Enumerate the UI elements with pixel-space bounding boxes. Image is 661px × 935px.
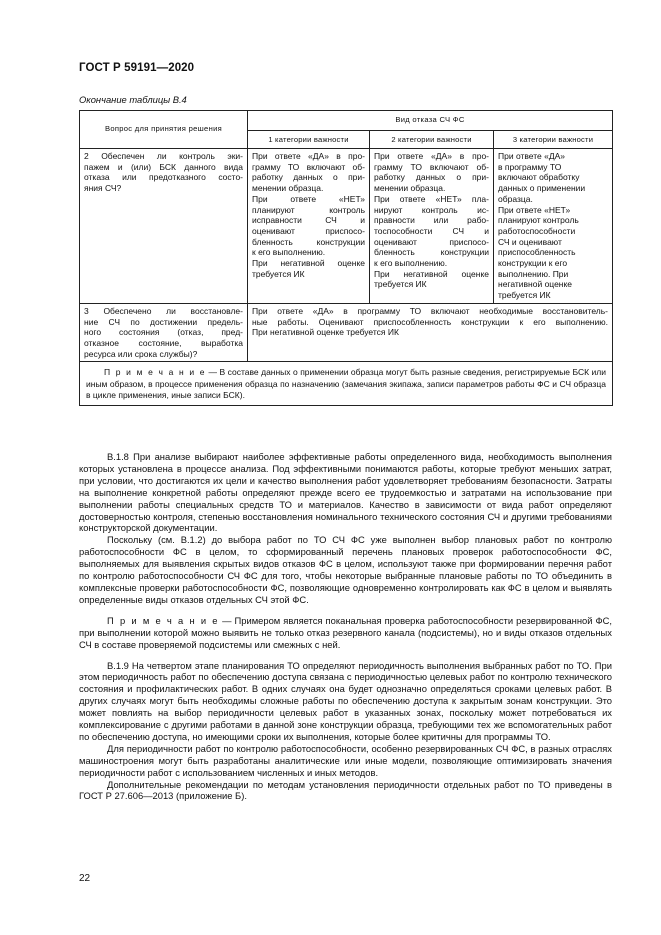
row3-question: 3 Обеспечено ли восстановле- ние СЧ по достижении предель- ного состояния (отказ, пред- отказное состояние, выработка ресурса или срока службы)?	[80, 303, 248, 362]
paragraph-b19-recommendations: Дополнительные рекомендации по методам установления периодичности отдельных работ по ТО приведены в ГОСТ Р 27.606—2013 (приложение Б).	[79, 778, 612, 802]
paragraph-b18-cont: Поскольку (см. В.1.2) до выбора работ по ТО СЧ ФС уже выполнен выбор плановых работ по контролю работоспособности ФС в целом, то сформированный перечень плановых проверок работоспособности ФС, выполняемых для выявления скрытых видов отказов ФС в целом, используют также при формировании перечня работ по контролю работоспособности СЧ ФС для того, чтобы некоторые выбранные плановые работы по ТО объединить в комплексные проверки работоспособности ФС, позволяющие одновременно контролировать как ФС в целом и выявлять определенные виды отказов отдельных СЧ этой ФС.	[79, 534, 612, 605]
header-category-1: 1 категории важности	[248, 130, 370, 148]
table-row	[80, 303, 613, 362]
body-note-label: П р и м е ч а н и е	[107, 614, 220, 626]
table-header-row	[80, 111, 613, 131]
header-failure-type: Вид отказа СЧ ФС	[248, 111, 613, 131]
row2-category-2: При ответе «ДА» в про- грамму ТО включают об- работку данных о при- менении образца. При ответе «НЕТ» пла- нируют контроль ис- правности или рабо- тоспособности СЧ и оценивают приспосо- бленность конструкции к его выполнению. При негативной оценке требуется ИК	[370, 149, 494, 304]
row2-question: 2 Обеспечен ли контроль эки- пажем и (или) БСК данного вида отказа или предотказного состо- яния СЧ?	[80, 149, 248, 304]
paragraph-b19: В.1.9 На четвертом этапе планирования ТО определяют периодичность выполнения выбранных работ по ТО. При этом периодичность работ по обеспечению доступа связана с периодичностью целевых работ по контролю технического состояния и профилактических работ. В одних случаях она будет однозначно определяться сроками целевых работ. В других случаях могут быть необходимы сложные работы по обеспечению доступа к закрытым зонам конструкции. Это может повлиять на выбор периодичности целевых работ в указанных зонах, поскольку может потребоваться их комплексирование с другими работами в данной зоне конструкции образца, требующими тех же вспомогательных работ по обеспечению доступа, но имеющими сроки их выполнения, которые более критичны для программы ТО.	[79, 659, 612, 742]
table-caption: Окончание таблицы В.4	[79, 94, 187, 105]
row2-category-3: При ответе «ДА» в программу ТО включают обработку данных о применении образца. При ответе «НЕТ» планируют контроль работоспособности СЧ и оценивают приспособленность конструкции к его выполнению. При негативной оценке требуется ИК	[494, 149, 613, 304]
paragraph-b18: В.1.8 При анализе выбирают наиболее эффективные работы определенного вида, необходимость выполнения которых установлена в процессе анализа. Под эффективными понимаются работы, которые требуют меньших затрат, при условии, что достигаются их цели и качество выполнения работ удовлетворяет требованиям безопасности. Затраты на выполнение конкретной работы определяют прежде всего ее трудоемкостью и затратами на использование при выполнении работы специальных средств ТО и материалов. Качество в зависимости от вида работ определяют достоверностью контроля, степенью восстановления номинального технического состояния СЧ и другими требованиями конструкторской документации.	[79, 451, 612, 534]
document-header: ГОСТ Р 59191—2020	[79, 62, 195, 74]
table-note-row	[80, 362, 613, 406]
body-text	[79, 451, 612, 802]
row3-answer: При ответе «ДА» в программу ТО включают необходимые восстановитель- ные работы. Оценивают приспособленность конструкции к его выполнению. При негативной оценке требуется ИК	[248, 303, 613, 362]
note-label: П р и м е ч а н и е	[104, 367, 207, 378]
table-row	[80, 149, 613, 304]
note-text: — В составе данных о применении образца могут быть разные сведения, регистрируемые БСК или иным образом, в процессе применения образца по назначению (замечания экипажа, записи параметров работы ФС и СЧ образца в цикле применения, иные записи БСК).	[86, 367, 606, 400]
paragraph-b19-periodicity: Для периодичности работ по контролю работоспособности, особенно резервированных СЧ ФС, в разных отраслях машиностроения могут быть разработаны аналитические или иные модели, позволяющие оптимизировать значения периодичности работ с использованием численных и иных методов.	[79, 742, 612, 778]
header-category-2: 2 категории важности	[370, 130, 494, 148]
row2-category-1: При ответе «ДА» в про- грамму ТО включают об- работку данных о при- менении образца. При ответе «НЕТ» планируют контроль исправности СЧ и оценивают приспосо- бленность конструкции к его выполнению. При негативной оценке требуется ИК	[248, 149, 370, 304]
body-note	[79, 615, 612, 651]
header-category-3: 3 категории важности	[494, 130, 613, 148]
body-note-text: — Примером является поканальная проверка работоспособности резервированной ФС, при выполнении которой можно выявить не только отказ резервного канала (подсистемы), но и виды отказов отдельных СЧ в составе проверяемой подсистемы или смежных с ней.	[79, 614, 612, 650]
table-note	[80, 362, 613, 406]
page-number: 22	[79, 873, 91, 884]
failure-type-table	[79, 110, 613, 406]
header-question: Вопрос для принятия решения	[80, 111, 248, 149]
